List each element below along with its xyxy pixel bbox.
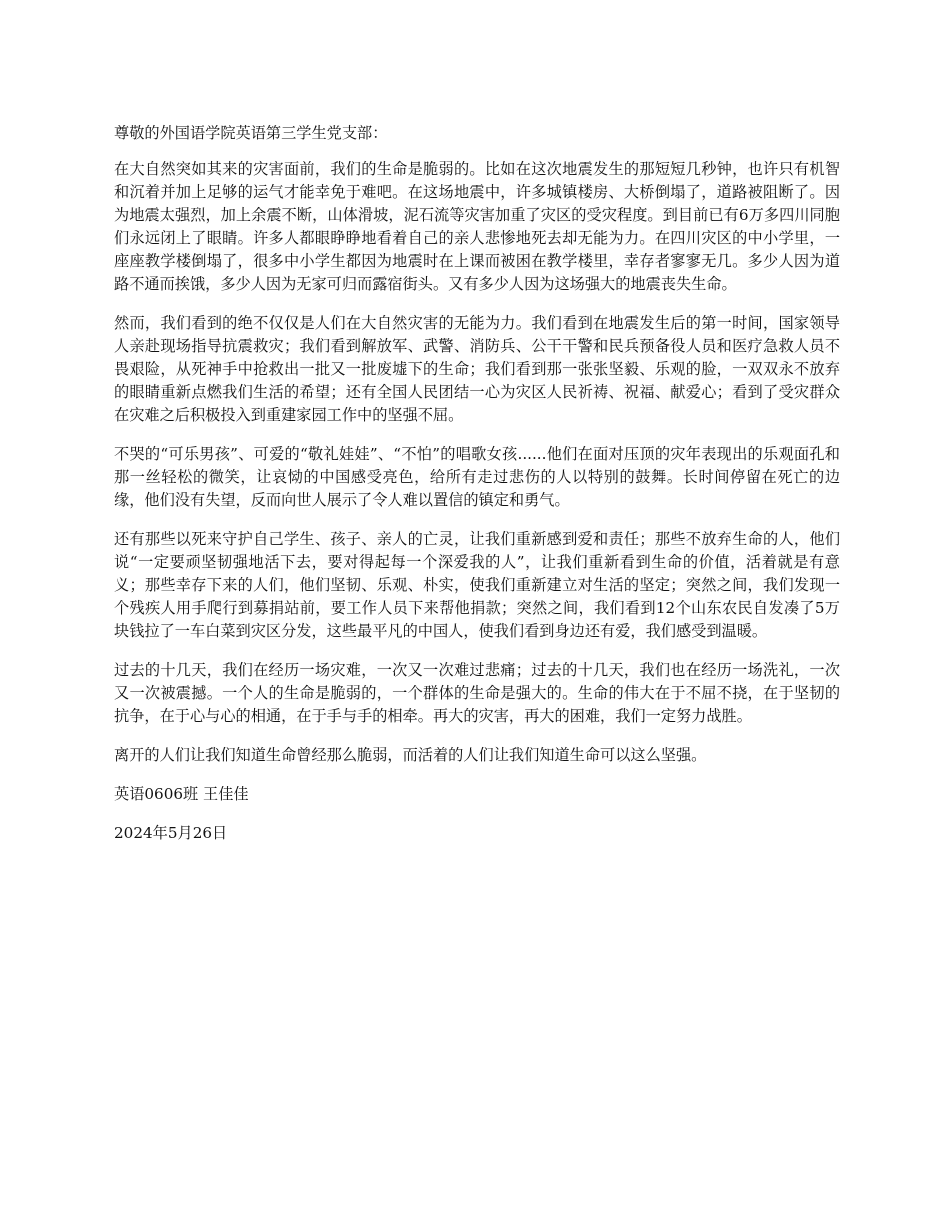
paragraph: 在大自然突如其来的灾害面前，我们的生命是脆弱的。比如在这次地震发生的那短短几秒钟，也许只有机智和沉着并加上足够的运气才能幸免于难吧。在这场地震中，许多城镇楼房、大桥倒塌了，道路被阻断了。因为地震太强烈，加上余震不断，山体滑坡，泥石流等灾害加重了灾区的受灾程度。到目前已有6万多四川同胞们永远闭上了眼睛。许多人都眼睁睁地看着自己的亲人悲惨地死去却无能为力。在四川灾区的中小学里，一座座教学楼倒塌了，很多中小学生都因为地震时在上课而被困在教学楼里，幸存者寥寥无几。多少人因为道路不通而挨饿，多少人因为无家可归而露宿街头。又有多少人因为这场强大的地震丧失生命。	[114, 160, 840, 293]
paragraph: 离开的人们让我们知道生命曾经那么脆弱，而活着的人们让我们知道生命可以这么坚强。	[114, 746, 707, 764]
signature: 英语0606班 王佳佳	[114, 785, 249, 803]
paragraph: 还有那些以死来守护自己学生、孩子、亲人的亡灵，让我们重新感到爱和责任；那些不放弃生命的人，他们说“一定要顽坚韧强地活下去，要对得起每一个深爱我的人”，让我们重新看到生命的价值，活着就是有意义；那些幸存下来的人们，他们坚韧、乐观、朴实，使我们重新建立对生活的坚定；突然之间，我们发现一个残疾人用手爬行到募捐站前，要工作人员下来帮他捐款；突然之间，我们看到12个山东农民自发凑了5万块钱拉了一车白菜到灾区分发，这些最平凡的中国人，使我们看到身边还有爱，我们感受到温暖。	[114, 530, 840, 640]
salutation: 尊敬的外国语学院英语第三学生党支部：	[114, 124, 388, 142]
paragraph: 然而，我们看到的绝不仅仅是人们在大自然灾害的无能为力。我们看到在地震发生后的第一时间，国家领导人亲赴现场指导抗震救灾；我们看到解放军、武警、消防兵、公干干警和民兵预备役人员和医疗急救人员不畏艰险，从死神手中抢救出一批又一批废墟下的生命；我们看到那一张张坚毅、乐观的脸，一双双永不放弃的眼睛重新点燃我们生活的希望；还有全国人民团结一心为灾区人民祈祷、祝福、献爱心；看到了受灾群众在灾难之后积极投入到重建家园工作中的坚强不屈。	[114, 314, 840, 424]
date: 2024年5月26日	[114, 824, 228, 842]
paragraph: 过去的十几天，我们在经历一场灾难，一次又一次难过悲痛；过去的十几天，我们也在经历一场洗礼，一次又一次被震撼。一个人的生命是脆弱的，一个群体的生命是强大的。生命的伟大在于不屈不挠，在于坚韧的抗争，在于心与心的相通，在于手与手的相牵。再大的灾害，再大的困难，我们一定努力战胜。	[114, 661, 840, 725]
letter-document	[114, 122, 840, 861]
paragraph: 不哭的“可乐男孩”、可爱的“敬礼娃娃”、“不怕”的唱歌女孩......他们在面对压顶的灾年表现出的乐观面孔和那一丝轻松的微笑，让哀恸的中国感受亮色，给所有走过悲伤的人以特别的鼓舞。长时间停留在死亡的边缘，他们没有失望，反而向世人展示了令人难以置信的镇定和勇气。	[114, 445, 840, 509]
